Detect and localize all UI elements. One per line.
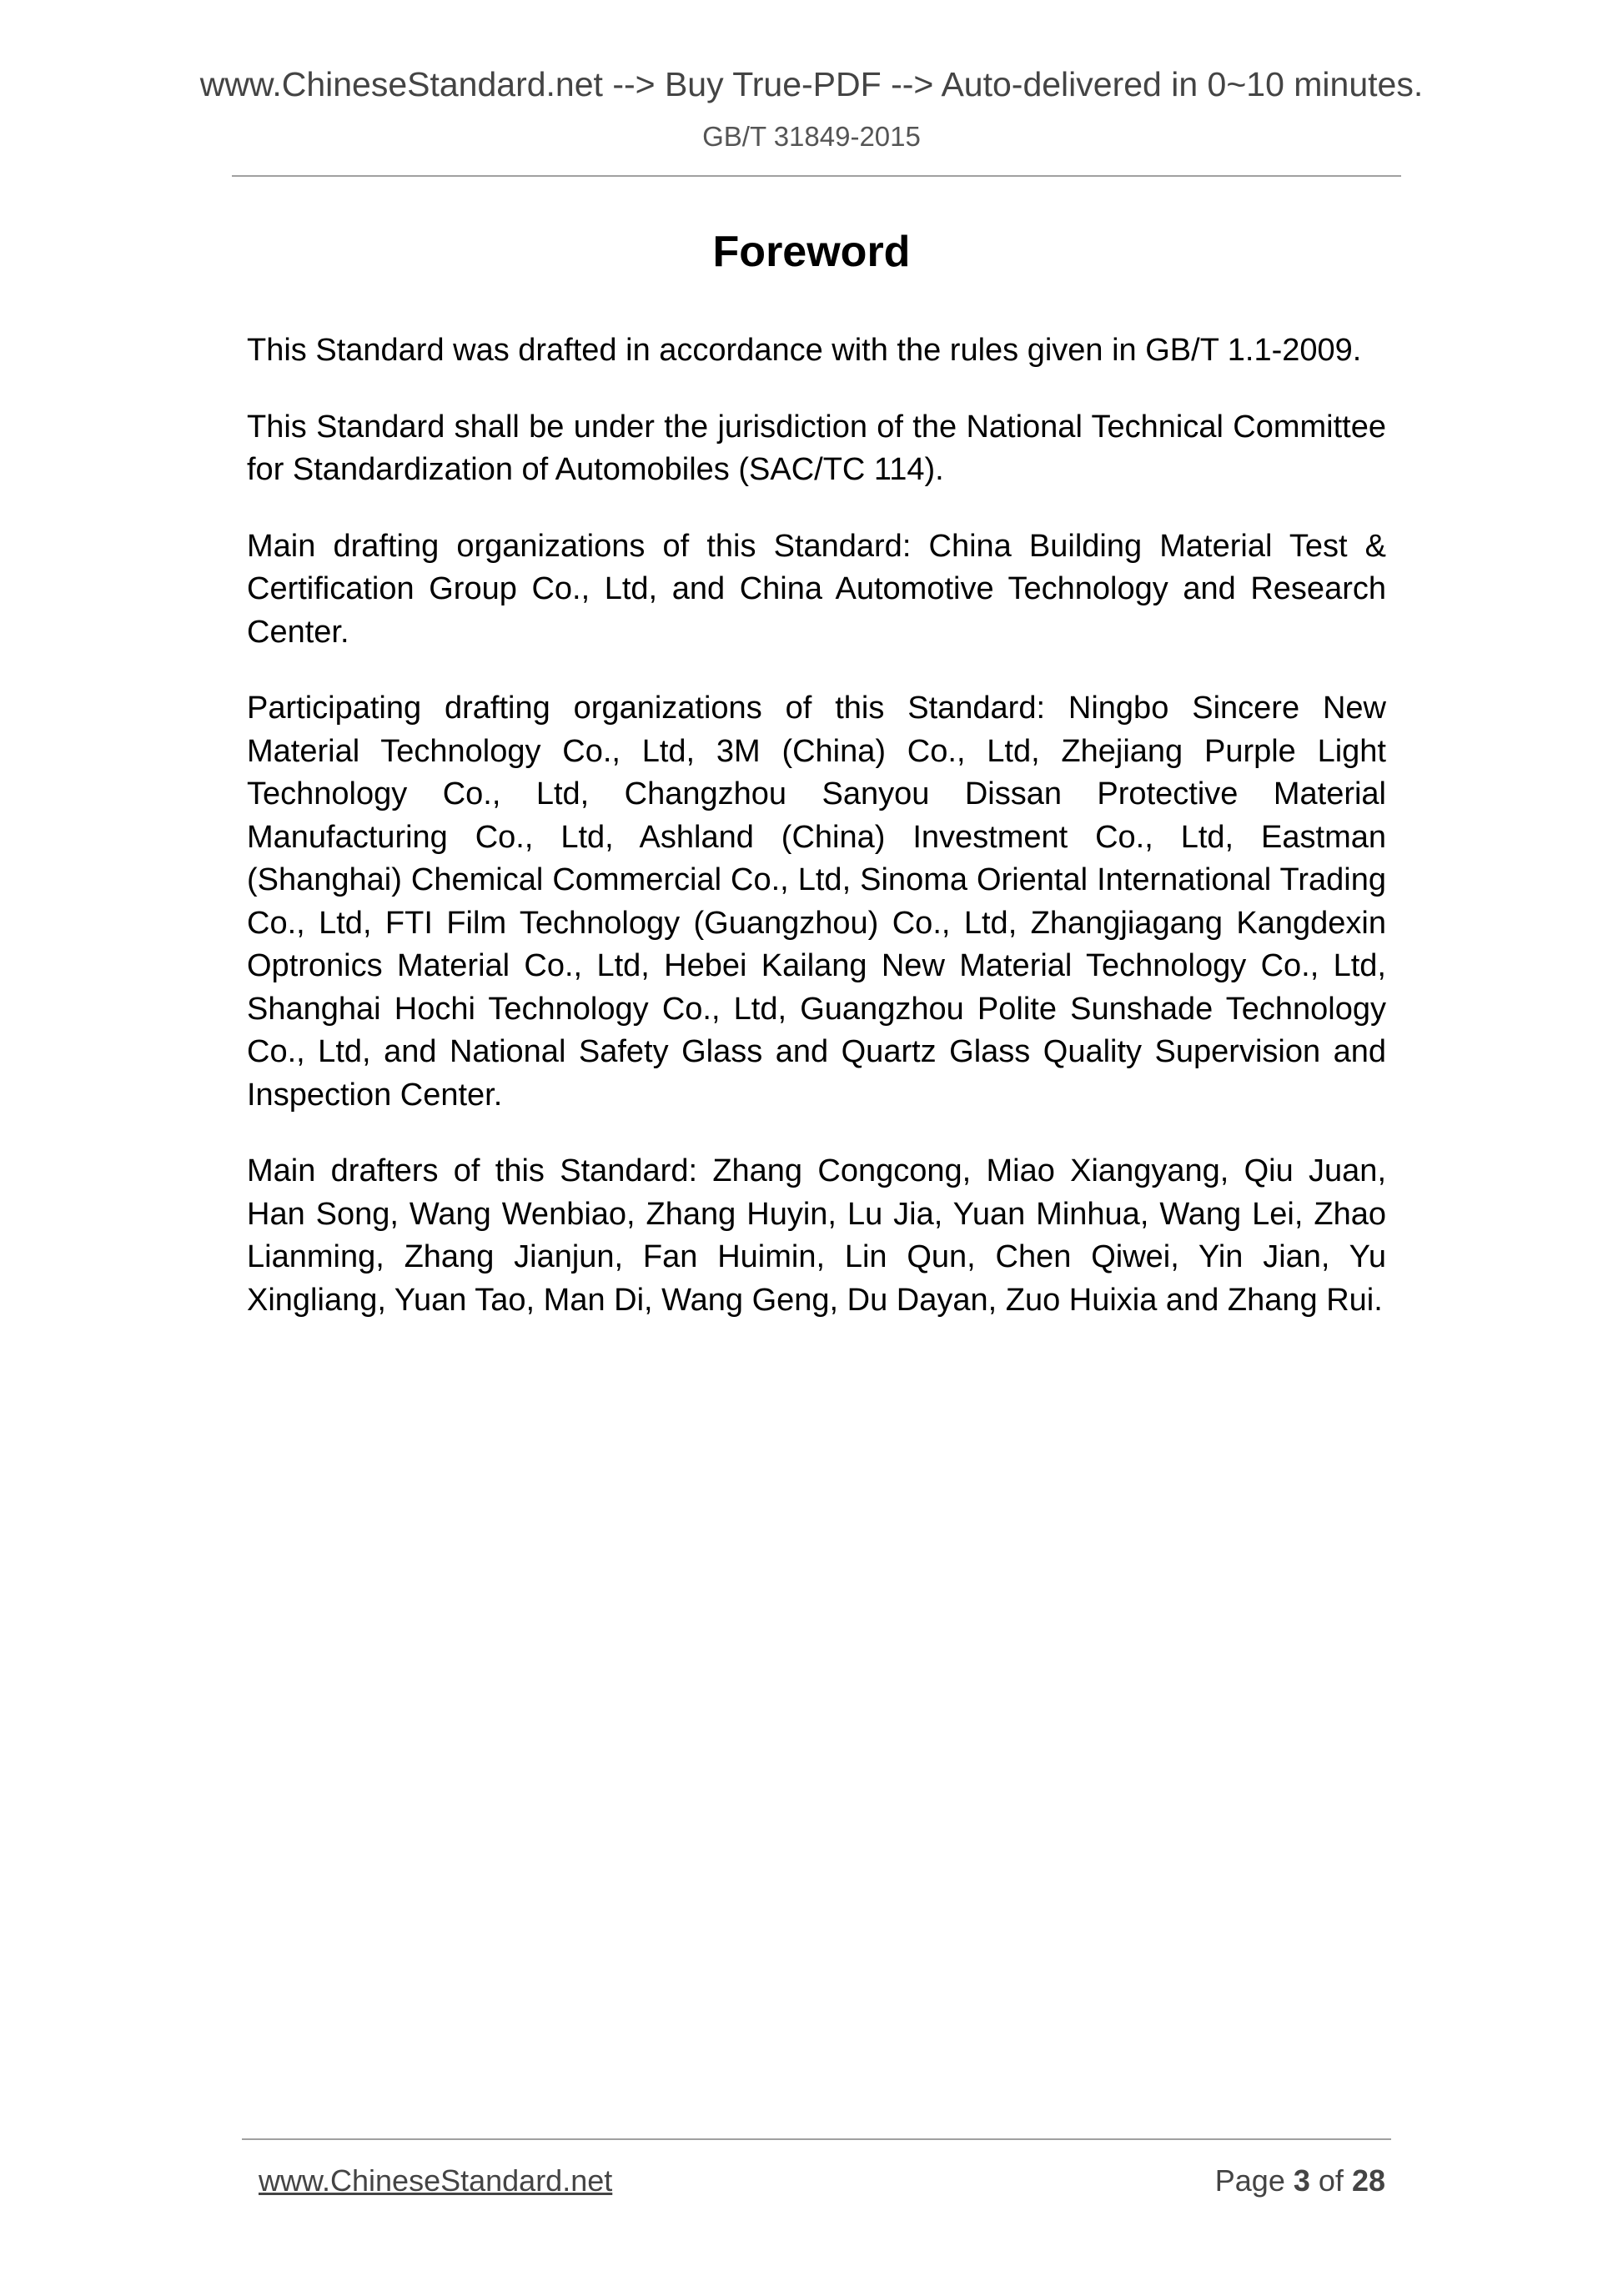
page-total: 28	[1351, 2163, 1385, 2198]
paragraph-jurisdiction: This Standard shall be under the jurisdiction of the National Technical Committee for Standardization of Automobiles (SAC/TC 114).	[247, 409, 1386, 487]
paragraph-drafting-rules: This Standard was drafted in accordance with the rules given in GB/T 1.1-2009.	[247, 333, 1362, 368]
foreword-body	[247, 329, 1386, 1355]
header-banner: www.ChineseStandard.net --> Buy True-PDF --> Auto-delivered in 0~10 minutes.	[199, 65, 1424, 103]
page-number	[1215, 2163, 1385, 2198]
header-divider	[232, 175, 1401, 177]
footer-website-link[interactable]: www.ChineseStandard.net	[259, 2163, 613, 2198]
standard-number: GB/T 31849-2015	[702, 121, 921, 152]
footer-divider	[242, 2138, 1391, 2140]
paragraph-main-drafters: Main drafters of this Standard: Zhang Congcong, Miao Xiangyang, Qiu Juan, Han Song, Wang Wenbiao, Zhang Huyin, Lu Jia, Yuan Minhua, Wang Lei, Zhao Lianming, Zhang Jianjun, Fan Huimin, Lin Qun, Chen Qiwei, Yin Jian, Yu Xingliang, Yuan Tao, Man Di, Wang Geng, Du Dayan, Zuo Huixia and Zhang Rui.	[247, 1153, 1386, 1318]
paragraph-main-organizations: Main drafting organizations of this Standard: China Building Material Test & Certification Group Co., Ltd, and China Automotive Technology and Research Center.	[247, 528, 1386, 650]
page-current: 3	[1293, 2163, 1310, 2198]
paragraph-participating-organizations: Participating drafting organizations of this Standard: Ningbo Sincere New Material Technology Co., Ltd, 3M (China) Co., Ltd, Zhejiang Purple Light Technology Co., Ltd, Changzhou Sanyou Dissan Protective Material Manufacturing Co., Ltd, Ashland (China) Investment Co., Ltd, Eastman (Shanghai) Chemical Commercial Co., Ltd, Sinoma Oriental International Trading Co., Ltd, FTI Film Technology (Guangzhou) Co., Ltd, Zhangjiagang Kangdexin Optronics Material Co., Ltd, Hebei Kailang New Material Technology Co., Ltd, Shanghai Hochi Technology Co., Ltd, Guangzhou Polite Sunshade Technology Co., Ltd, and National Safety Glass and Quartz Glass Quality Supervision and Inspection Center.	[247, 691, 1386, 1113]
page-title: Foreword	[712, 228, 911, 276]
page-prefix: Page	[1214, 2163, 1285, 2198]
page-of: of	[1318, 2163, 1344, 2198]
